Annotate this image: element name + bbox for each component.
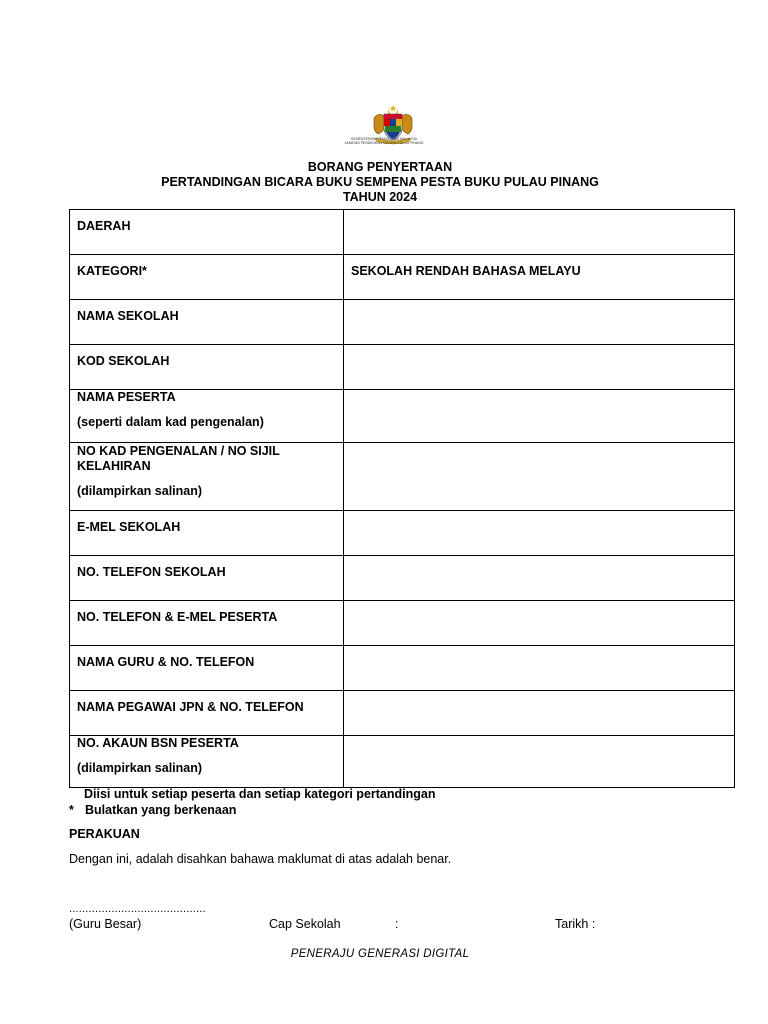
school-stamp-label: Cap Sekolah: [269, 917, 341, 931]
note-fill-per-participant: Diisi untuk setiap peserta dan setiap kategori pertandingan: [84, 787, 436, 801]
field-value-cell[interactable]: [344, 390, 735, 443]
field-value-cell[interactable]: [344, 210, 735, 255]
logo-caption: [334, 137, 434, 145]
field-label: KATEGORI*: [77, 264, 147, 278]
table-row: [70, 255, 735, 300]
field-value-cell[interactable]: [344, 300, 735, 345]
table-row: [70, 736, 735, 788]
field-label-cell: [70, 556, 344, 601]
headmaster-label: (Guru Besar): [69, 917, 142, 931]
table-row: [70, 345, 735, 390]
school-stamp-colon: :: [395, 917, 399, 931]
field-label-cell: [70, 390, 344, 443]
field-label-cell: [70, 736, 344, 788]
form-title-block: [0, 160, 760, 205]
signature-line: ..........................................: [69, 903, 206, 915]
field-value-cell[interactable]: [344, 345, 735, 390]
field-label: NAMA PESERTA: [77, 390, 176, 404]
declaration-heading: PERAKUAN: [69, 827, 140, 841]
field-value-cell[interactable]: [344, 736, 735, 788]
field-label: NAMA GURU & NO. TELEFON: [77, 655, 255, 669]
field-value: [351, 691, 727, 700]
field-label: NO. AKAUN BSN PESERTA: [77, 736, 239, 750]
field-sublabel: (dilampirkan salinan): [77, 484, 203, 498]
field-value-cell[interactable]: [344, 691, 735, 736]
field-label: NO KAD PENGENALAN / NO SIJIL KELAHIRAN: [77, 444, 280, 473]
field-value-cell[interactable]: [344, 556, 735, 601]
field-label-cell: [70, 646, 344, 691]
field-value-cell[interactable]: [344, 601, 735, 646]
field-value: [351, 210, 727, 219]
field-value: [351, 300, 727, 309]
field-label: DAERAH: [77, 219, 131, 233]
logo-caption-line-2: JABATAN PENDIDIKAN NEGERI PULAU PINANG: [344, 141, 424, 145]
note-asterisk: *: [69, 803, 74, 817]
field-sublabel: (dilampirkan salinan): [77, 761, 203, 775]
field-value-cell[interactable]: [344, 443, 735, 511]
field-label-cell: [70, 210, 344, 255]
field-label: NAMA SEKOLAH: [77, 309, 179, 323]
entry-form-table: [69, 209, 735, 788]
field-value: [351, 601, 727, 610]
field-value-cell[interactable]: [344, 646, 735, 691]
field-label-cell: [70, 691, 344, 736]
date-label: Tarikh :: [555, 917, 596, 931]
field-label-cell: [70, 601, 344, 646]
table-row: [70, 210, 735, 255]
table-row: [70, 556, 735, 601]
field-value: [351, 556, 727, 565]
table-row: [70, 691, 735, 736]
table-row: [70, 443, 735, 511]
field-label: KOD SEKOLAH: [77, 354, 170, 368]
field-value-cell[interactable]: [344, 511, 735, 556]
footer-tagline: PENERAJU GENERASI DIGITAL: [290, 948, 470, 960]
field-label: E-MEL SEKOLAH: [77, 520, 181, 534]
field-label: NO. TELEFON SEKOLAH: [77, 565, 226, 579]
field-label-cell: [70, 300, 344, 345]
field-label-cell: [70, 511, 344, 556]
field-label-cell: [70, 255, 344, 300]
table-row: [70, 300, 735, 345]
form-title: BORANG PENYERTAAN: [307, 160, 453, 174]
field-label-cell: [70, 345, 344, 390]
note-text: Bulatkan yang berkenaan: [85, 803, 237, 817]
table-row: [70, 390, 735, 443]
field-value: SEKOLAH RENDAH BAHASA MELAYU: [351, 264, 581, 278]
logo-caption-line-1: KEMENTERIAN PENDIDIKAN MALAYSIA: [351, 137, 417, 141]
field-value: [351, 345, 727, 354]
field-sublabel: (seperti dalam kad pengenalan): [77, 415, 264, 429]
field-label: NAMA PEGAWAI JPN & NO. TELEFON: [77, 700, 304, 714]
field-value: [351, 511, 727, 520]
table-row: [70, 511, 735, 556]
note-circle-applicable: [69, 803, 236, 817]
field-value-cell[interactable]: [344, 255, 735, 300]
field-label: NO. TELEFON & E-MEL PESERTA: [77, 610, 278, 624]
form-subtitle: PERTANDINGAN BICARA BUKU SEMPENA PESTA BUKU PULAU PINANG: [161, 175, 599, 189]
field-value: [351, 646, 727, 655]
declaration-statement: Dengan ini, adalah disahkan bahawa maklumat di atas adalah benar.: [69, 852, 452, 866]
field-label-cell: [70, 443, 344, 511]
table-row: [70, 601, 735, 646]
form-year: TAHUN 2024: [342, 190, 418, 204]
table-row: [70, 646, 735, 691]
